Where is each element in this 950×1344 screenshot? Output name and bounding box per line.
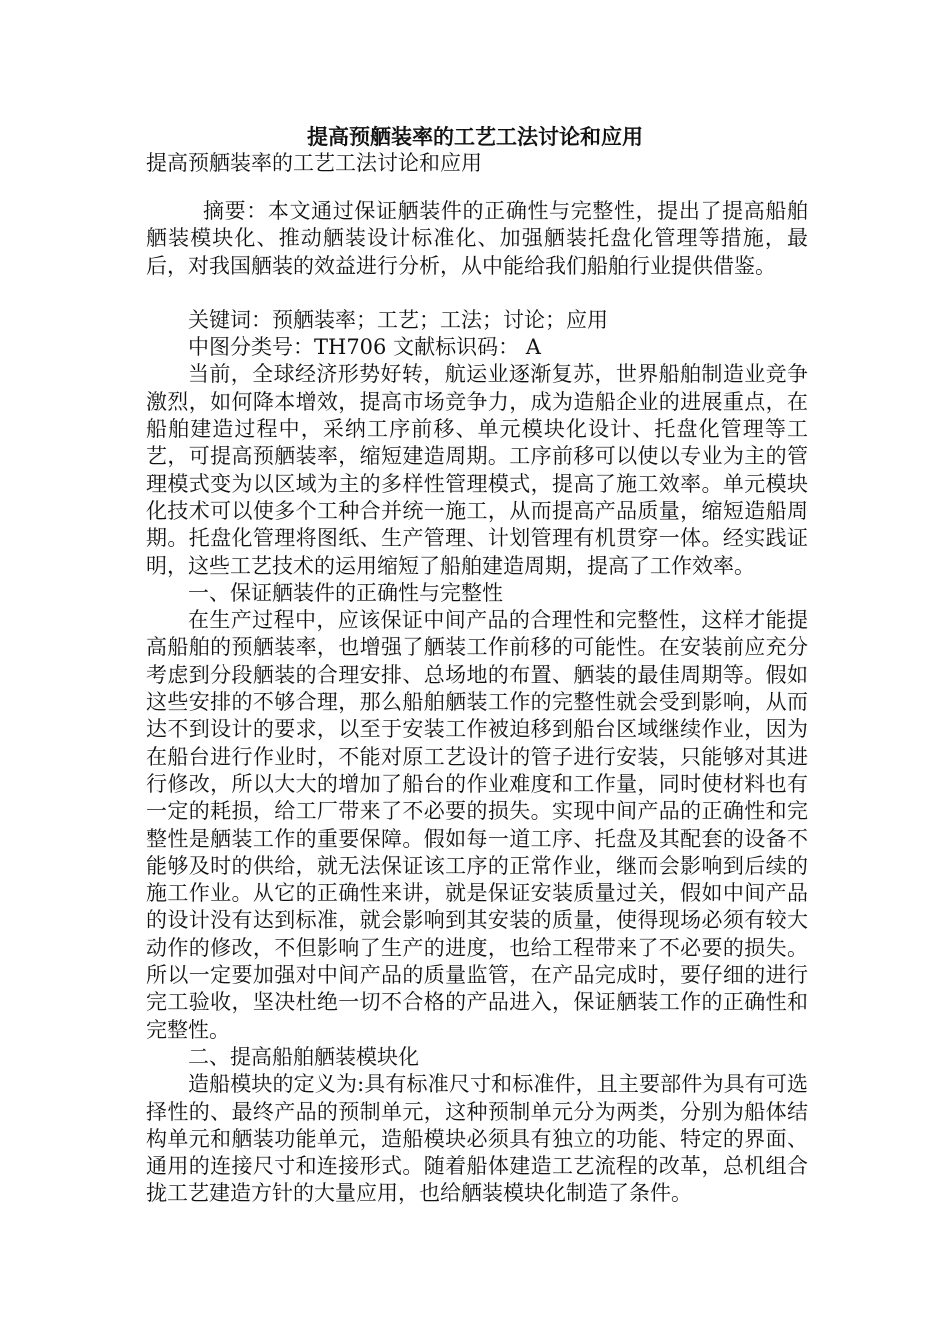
keywords-line: 关键词：预舾装率；工艺；工法；讨论；应用	[188, 307, 608, 332]
abstract-paragraph: 摘要：本文通过保证舾装件的正确性与完整性，提出了提高船舶舾装模块化、推动舾装设计标准化、加强舾装托盘化管理等措施，最后，对我国舾装的效益进行分析，从中能给我们船舶行业提供借鉴。	[146, 199, 808, 278]
section-heading-2: 二、提高船舶舾装模块化	[188, 1044, 419, 1069]
section-heading-1: 一、保证舾装件的正确性与完整性	[188, 580, 503, 605]
paragraph-spacer	[146, 280, 808, 307]
document-title: 提高预舾装率的工艺工法讨论和应用	[307, 124, 643, 149]
document-subtitle: 提高预舾装率的工艺工法讨论和应用	[146, 151, 482, 175]
section-2-paragraph: 造船模块的定义为:具有标准尺寸和标准件，且主要部件为具有可选择性的、最终产品的预制单元，这种预制单元分为两类，分别为船体结构单元和舾装功能单元，造船模块必须具有独立的功能、特定的界面、通用的连接尺寸和连接形式。随着船体建造工艺流程的改革，总机组合拢工艺建造方针的大量应用，也给舾装模块化制造了条件。	[146, 1072, 808, 1206]
document-body	[146, 198, 808, 1208]
section-1-paragraph: 在生产过程中，应该保证中间产品的合理性和完整性，这样才能提高船舶的预舾装率，也增强了舾装工作前移的可能性。在安装前应充分考虑到分段舾装的合理安排、总场地的布置、舾装的最佳周期等。假如这些安排的不够合理，那么船舶舾装工作的完整性就会受到影响，从而达不到设计的要求，以至于安装工作被迫移到船台区域继续作业，因为在船台进行作业时，不能对原工艺设计的管子进行安装，只能够对其进行修改，所以大大的增加了船台的作业难度和工作量，同时使材料也有一定的耗损，给工厂带来了不必要的损失。实现中间产品的正确性和完整性是舾装工作的重要保障。假如每一道工序、托盘及其配套的设备不能够及时的供给，就无法保证该工序的正常作业，继而会影响到后续的施工作业。从它的正确性来讲，就是保证安装质量过关，假如中间产品的设计没有达到标准，就会影响到其安装的质量，使得现场必须有较大动作的修改，不但影响了生产的进度，也给工程带来了不必要的损失。所以一定要加强对中间产品的质量监管，在产品完成时，要仔细的进行完工验收，坚决杜绝一切不合格的产品进入，保证舾装工作的正确性和完整性。	[146, 608, 808, 1042]
intro-paragraph: 当前，全球经济形势好转，航运业逐渐复苏，世界船舶制造业竞争激烈，如何降本增效，提高市场竞争力，成为造船企业的进展重点，在船舶建造过程中，采纳工序前移、单元模块化设计、托盘化管理等工艺，可提高预舾装率，缩短建造周期。工序前移可以使以专业为主的管理模式变为以区域为主的多样性管理模式，提高了施工效率。单元模块化技术可以使多个工种合并统一施工，从而提高产品质量，缩短造船周期。托盘化管理将图纸、生产管理、计划管理有机贯穿一体。经实践证明，这些工艺技术的运用缩短了船舶建造周期，提高了工作效率。	[146, 362, 808, 578]
classification-line: 中图分类号：TH706 文献标识码： A	[188, 335, 541, 360]
